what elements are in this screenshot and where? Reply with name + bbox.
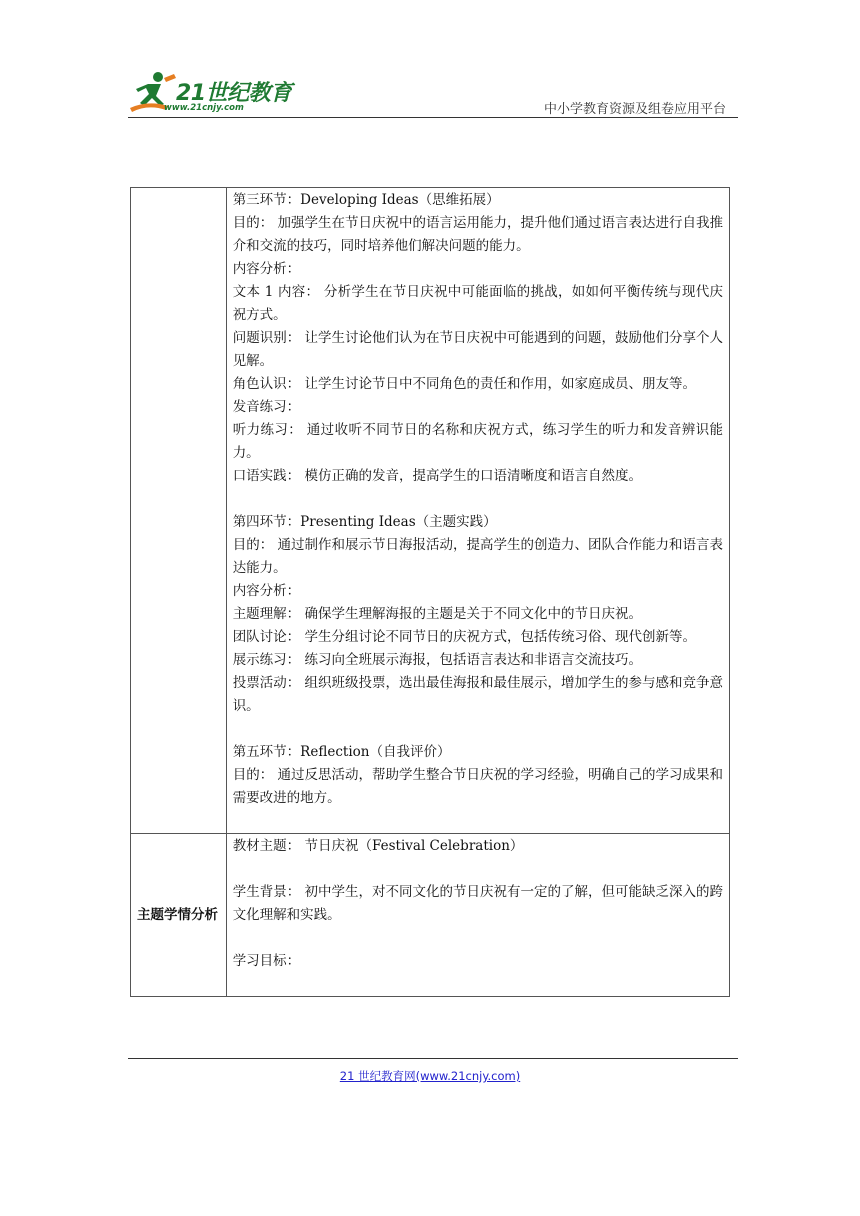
text-line: 问题识别： 让学生讨论他们认为在节日庆祝中可能遇到的问题，鼓励他们分享个人见解。 (232, 330, 723, 369)
logo-url: www.21cnjy.com (164, 103, 244, 113)
text-line: 目的： 加强学生在节日庆祝中的语言运用能力，提升他们通过语言表达进行自我推介和交流的技巧，同时培养他们解决问题的能力。 (232, 215, 723, 254)
lesson-plan-table (130, 187, 730, 997)
row2-content (227, 834, 729, 996)
blank-line (233, 810, 723, 833)
table-cell-content (226, 834, 729, 997)
table-row (131, 834, 730, 997)
table-cell-empty (131, 188, 227, 834)
blank-line (233, 718, 723, 741)
text-line: 目的： 通过反思活动，帮助学生整合节日庆祝的学习经验，明确自己的学习成果和需要改进的地方。 (232, 767, 723, 806)
text-line: 口语实践： 模仿正确的发音，提高学生的口语清晰度和语言自然度。 (232, 468, 642, 484)
table-cell-label (131, 834, 227, 997)
blank-line (233, 927, 723, 950)
table-cell-content (226, 188, 729, 834)
text-line: 团队讨论： 学生分组讨论不同节日的庆祝方式，包括传统习俗、现代创新等。 (232, 629, 696, 645)
blank-line (233, 488, 723, 511)
text-line: 学习目标： (232, 953, 301, 969)
header-tagline: 中小学教育资源及组卷应用平台 (543, 102, 726, 117)
site-logo[interactable] (128, 68, 298, 116)
blank-line (233, 973, 723, 996)
text-line: 教材主题： 节日庆祝（Festival Celebration） (232, 838, 524, 854)
row1-content (227, 188, 729, 833)
logo-text: 21世纪教育 (176, 81, 292, 106)
footer-divider (128, 1058, 738, 1059)
text-line: 内容分析： (232, 583, 301, 599)
text-line: 主题理解： 确保学生理解海报的主题是关于不同文化中的节日庆祝。 (232, 606, 642, 622)
footer-link[interactable]: 21 世纪教育网(www.21cnjy.com) (339, 1069, 521, 1083)
text-line: 学生背景： 初中学生，对不同文化的节日庆祝有一定的了解，但可能缺乏深入的跨文化理解和实践。 (232, 884, 723, 923)
table-row (131, 188, 730, 834)
text-line: 第五环节：Reflection（自我评价） (232, 744, 451, 760)
text-line: 发音练习： (232, 399, 301, 415)
header-divider (128, 117, 738, 118)
text-line: 文本 1 内容： 分析学生在节日庆祝中可能面临的挑战，如如何平衡传统与现代庆祝方式。 (232, 284, 723, 323)
text-line: 展示练习： 练习向全班展示海报，包括语言表达和非语言交流技巧。 (232, 652, 642, 668)
text-line: 听力练习： 通过收听不同节日的名称和庆祝方式，练习学生的听力和发音辨识能力。 (232, 422, 723, 461)
text-line: 第四环节：Presenting Ideas（主题实践） (232, 514, 497, 530)
page-header (128, 68, 728, 118)
text-line: 内容分析： (232, 261, 301, 277)
text-line: 目的： 通过制作和展示节日海报活动，提高学生的创造力、团队合作能力和语言表达能力。 (232, 537, 723, 576)
text-line: 投票活动： 组织班级投票，选出最佳海报和最佳展示，增加学生的参与感和竞争意识。 (232, 675, 723, 714)
text-line: 第三环节：Developing Ideas（思维拓展） (232, 192, 500, 208)
text-line: 角色认识： 让学生讨论节日中不同角色的责任和作用，如家庭成员、朋友等。 (232, 376, 696, 392)
row-label: 主题学情分析 (137, 907, 218, 923)
blank-line (233, 858, 723, 881)
